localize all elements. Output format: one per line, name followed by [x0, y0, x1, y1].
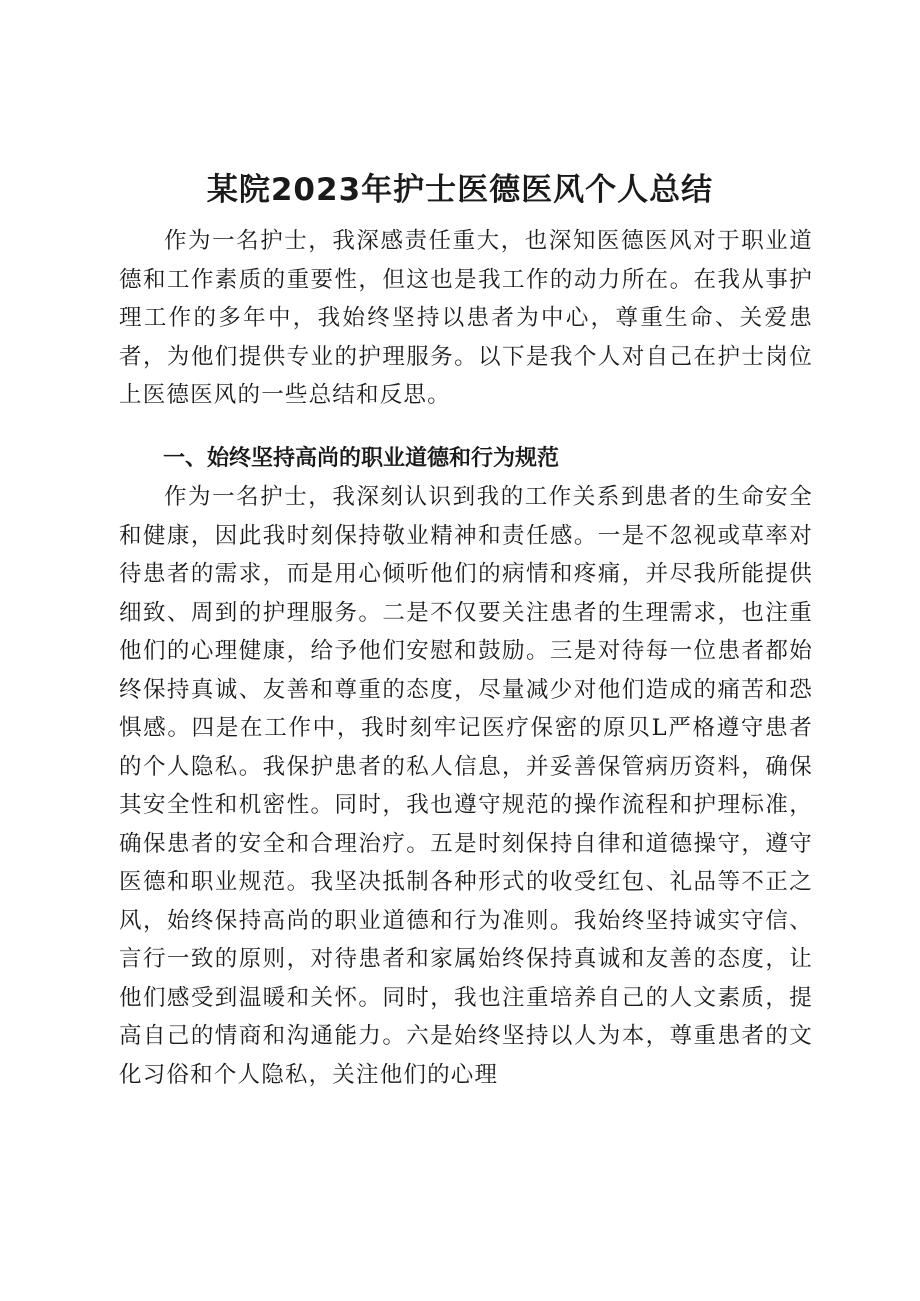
section-heading-1: 一、始终坚持高尚的职业道德和行为规范 [163, 446, 560, 471]
document-title: 某院2023年护士医德医风个人总结 [206, 172, 714, 208]
section-1-paragraph: 作为一名护士，我深刻认识到我的工作关系到患者的生命安全和健康，因此我时刻保持敬业精神和责任感。一是不忽视或草率对待患者的需求，而是用心倾听他们的病情和疼痛，并尽我所能提供细致、周到的护理服务。二是不仅要关注患者的生理需求，也注重他们的心理健康，给予他们安慰和鼓励。三是对待每一位患者都始终保持真诚、友善和尊重的态度，尽量减少对他们造成的痛苦和恐惧感。四是在工作中，我时刻牢记医疗保密的原贝L严格遵守患者的个人隐私。我保护患者的私人信息，并妥善保管病历资料，确保其安全性和机密性。同时，我也遵守规范的操作流程和护理标准，确保患者的安全和合理治疗。五是时刻保持自律和道德操守，遵守医德和职业规范。我坚决抵制各种形式的收受红包、礼品等不正之风，始终保持高尚的职业道德和行为准则。我始终坚持诚实守信、言行一致的原则，对待患者和家属始终保持真诚和友善的态度，让他们感受到温暖和关怀。同时，我也注重培养自己的人文素质，提高自己的情商和沟通能力。六是始终坚持以人为本，尊重患者的文化习俗和个人隐私，关注他们的心理 [119, 484, 813, 1088]
intro-paragraph: 作为一名护士，我深感责任重大，也深知医德医风对于职业道德和工作素质的重要性，但这也是我工作的动力所在。在我从事护理工作的多年中，我始终坚持以患者为中心，尊重生命、关爱患者，为他们提供专业的护理服务。以下是我个人对自己在护士岗位上医德医风的一些总结和反思。 [119, 228, 813, 408]
